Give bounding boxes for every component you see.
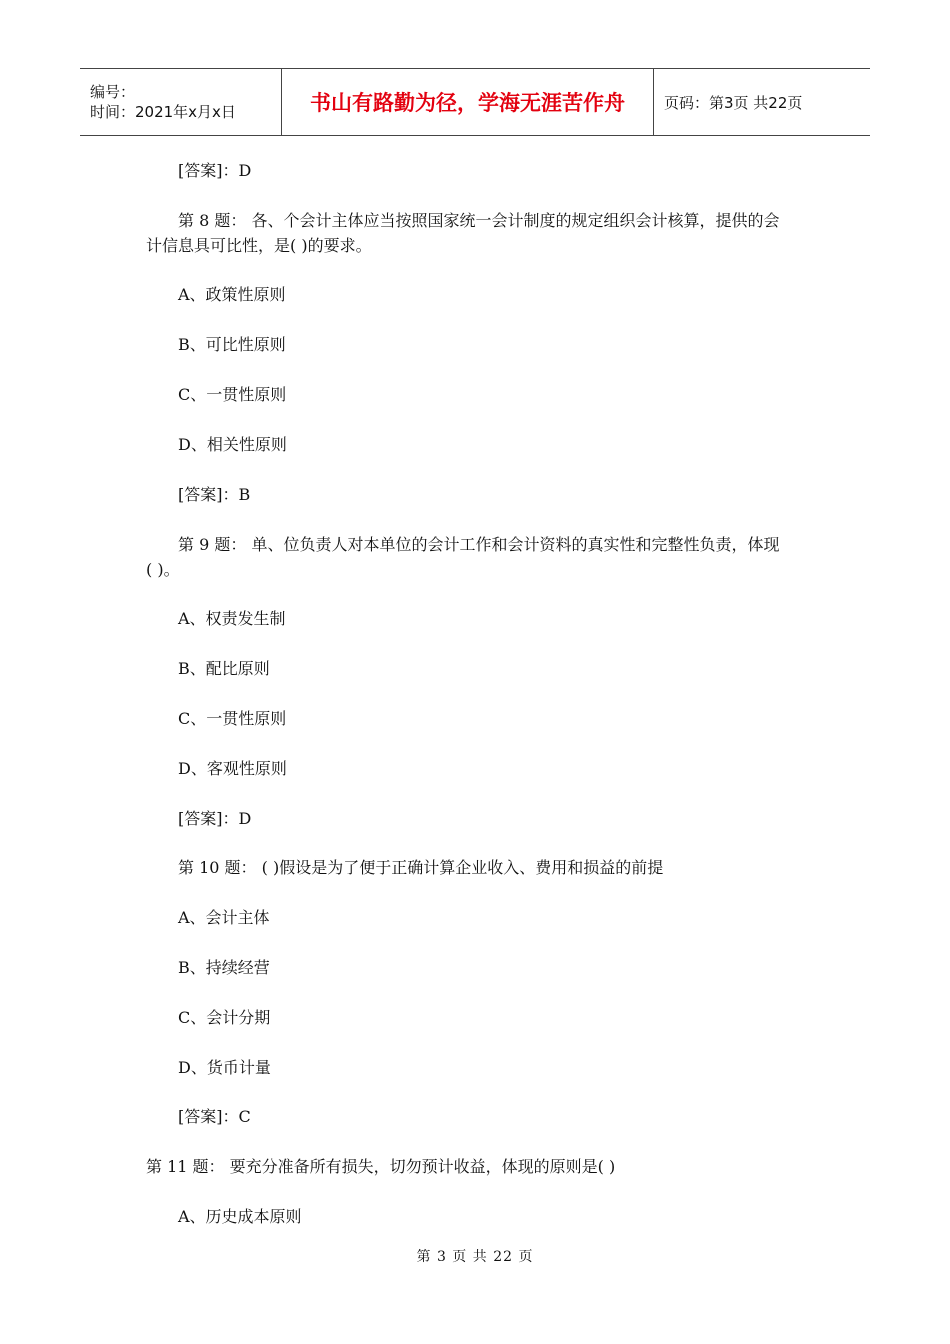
question-8-option-d: D、相关性原则 [178,435,287,454]
answer-q7: [答案]：D [178,161,252,180]
header-page-info: 页码：第3页 共22页 [664,93,803,112]
question-9-option-a: A、权责发生制 [178,609,286,628]
question-9-text: 第 9 题： 单、位负责人对本单位的会计工作和会计资料的真实性和完整性负责，体现 [178,535,780,554]
question-10-option-a: A、会计主体 [178,908,270,927]
question-9-option-c: C、一贯性原则 [178,709,287,728]
question-10-text: 第 10 题： ( )假设是为了便于正确计算企业收入、费用和损益的前提 [178,858,664,877]
document-number-label: 编号： [90,83,136,101]
question-8-option-c: C、一贯性原则 [178,385,287,404]
answer-q8: [答案]：B [178,485,251,504]
question-10-option-c: C、会计分期 [178,1008,271,1027]
question-8-option-a: A、政策性原则 [178,285,286,304]
page-footer: 第 3 页 共 22 页 [416,1249,534,1265]
question-9-option-b: B、配比原则 [178,659,270,678]
question-8-text: 第 8 题： 各、个会计主体应当按照国家统一会计制度的规定组织会计核算，提供的会 [178,211,780,230]
question-9-text-cont: ( )。 [146,560,180,579]
question-9-option-d: D、客观性原则 [178,759,287,778]
question-10-option-b: B、持续经营 [178,958,270,977]
document-date: 时间：2021年x月x日 [90,103,236,121]
header-meta [80,69,282,135]
question-11-option-a: A、历史成本原则 [178,1207,302,1226]
answer-q10: [答案]：C [178,1107,251,1126]
question-8-option-b: B、可比性原则 [178,335,286,354]
header-motto: 书山有路勤为径，学海无涯苦作舟 [282,69,654,135]
question-10-option-d: D、货币计量 [178,1058,271,1077]
page-header [80,68,870,136]
question-8-text-cont: 计信息具可比性，是( )的要求。 [146,236,372,255]
answer-q9: [答案]：D [178,809,252,828]
question-11-text: 第 11 题： 要充分准备所有损失，切勿预计收益，体现的原则是( ) [146,1157,616,1176]
